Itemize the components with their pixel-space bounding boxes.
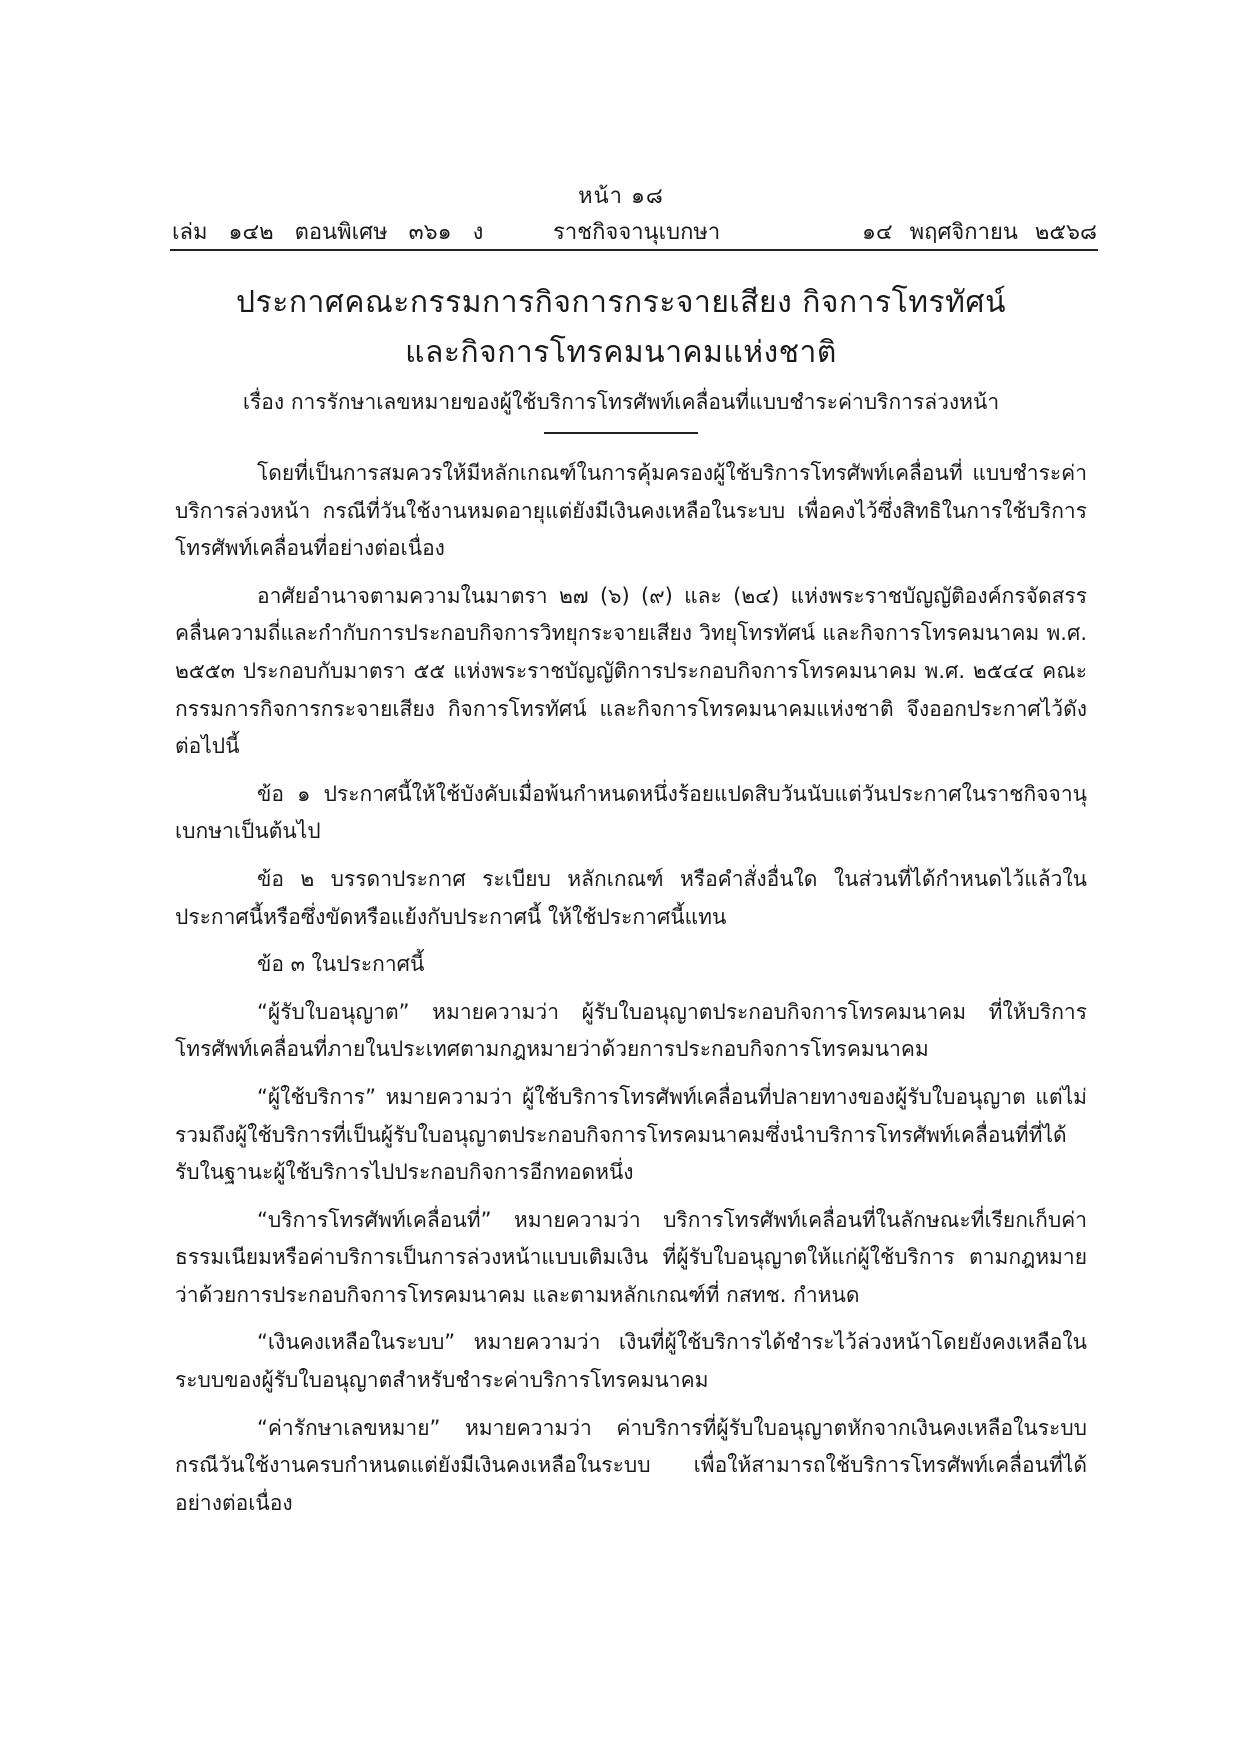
clause-2: ข้อ ๒ บรรดาประกาศ ระเบียบ หลักเกณฑ์ หรือคำสั่งอื่นใด ในส่วนที่ได้กำหนดไว้แล้วในประกาศนี้หรือซึ่งขัดหรือแย้งกับประกาศนี้ ให้ใช้ประกาศนี้แทน: [175, 866, 1087, 929]
page-number: หน้า ๑๘: [578, 184, 664, 209]
gazette-name: ราชกิจจานุเบกษา: [553, 220, 721, 245]
announcement-title: [0, 278, 1242, 422]
volume-issue: เล่ม ๑๔๒ ตอนพิเศษ ๓๖๑ ง: [172, 220, 484, 245]
publication-date: ๑๔ พฤศจิกายน ๒๕๖๘: [862, 220, 1097, 245]
clause-3: ข้อ ๓ ในประกาศนี้: [257, 952, 425, 977]
title-line-1: ประกาศคณะกรรมการกิจการกระจายเสียง กิจการโทรทัศน์: [236, 285, 1006, 320]
preamble-paragraph: โดยที่เป็นการสมควรให้มีหลักเกณฑ์ในการคุ้มครองผู้ใช้บริการโทรศัพท์เคลื่อนที่ แบบชำระค่าบริการล่วงหน้า กรณีที่วันใช้งานหมดอายุแต่ยังมีเงินคงเหลือในระบบ เพื่อคงไว้ซึ่งสิทธิในการใช้บริการโทรศัพท์เคลื่อนที่อย่างต่อเนื่อง: [175, 461, 1087, 561]
title-divider: [544, 432, 698, 434]
authority-paragraph: อาศัยอำนาจตามความในมาตรา ๒๗ (๖) (๙) และ (๒๔) แห่งพระราชบัญญัติองค์กรจัดสรรคลื่นความถี่และกำกับการประกอบกิจการวิทยุกระจายเสียง วิทยุโทรทัศน์ และกิจการโทรคมนาคม พ.ศ. ๒๕๕๓ ประกอบกับมาตรา ๕๕ แห่งพระราชบัญญัติการประกอบกิจการโทรคมนาคม พ.ศ. ๒๕๔๔ คณะกรรมการกิจการกระจายเสียง กิจการโทรทัศน์ และกิจการโทรคมนาคมแห่งชาติ จึงออกประกาศไว้ดังต่อไปนี้: [175, 583, 1087, 759]
subject-line: เรื่อง การรักษาเลขหมายของผู้ใช้บริการโทรศัพท์เคลื่อนที่แบบชำระค่าบริการล่วงหน้า: [242, 390, 1000, 414]
header-divider: [170, 249, 1098, 251]
definition-remaining-balance: “เงินคงเหลือในระบบ” หมายความว่า เงินที่ผู้ใช้บริการได้ชำระไว้ล่วงหน้าโดยยังคงเหลือในระบบของผู้รับใบอนุญาตสำหรับชำระค่าบริการโทรคมนาคม: [175, 1330, 1087, 1393]
gazette-header: [172, 214, 1097, 248]
clause-1: ข้อ ๑ ประกาศนี้ให้ใช้บังคับเมื่อพ้นกำหนดหนึ่งร้อยแปดสิบวันนับแต่วันประกาศในราชกิจจานุเบกษาเป็นต้นไป: [175, 781, 1087, 844]
definition-user: “ผู้ใช้บริการ” หมายความว่า ผู้ใช้บริการโทรศัพท์เคลื่อนที่ปลายทางของผู้รับใบอนุญาต แต่ไม่รวมถึงผู้ใช้บริการที่เป็นผู้รับใบอนุญาตประกอบกิจการโทรคมนาคมซึ่งนำบริการโทรศัพท์เคลื่อนที่ที่ได้รับในฐานะผู้ใช้บริการไปประกอบกิจการอีกทอดหนึ่ง: [175, 1084, 1087, 1185]
announcement-body: [175, 455, 1087, 1522]
definition-mobile-service: “บริการโทรศัพท์เคลื่อนที่” หมายความว่า บริการโทรศัพท์เคลื่อนที่ในลักษณะที่เรียกเก็บค่าธรรมเนียมหรือค่าบริการเป็นการล่วงหน้าแบบเติมเงิน ที่ผู้รับใบอนุญาตให้แก่ผู้ใช้บริการ ตามกฎหมายว่าด้วยการประกอบกิจการโทรคมนาคม และตามหลักเกณฑ์ที่ กสทช. กำหนด: [175, 1207, 1087, 1307]
title-line-2: และกิจการโทรคมนาคมแห่งชาติ: [405, 335, 837, 370]
definition-number-retention-fee: “ค่ารักษาเลขหมาย” หมายความว่า ค่าบริการที่ผู้รับใบอนุญาตหักจากเงินคงเหลือในระบบ กรณีวันใช้งานครบกำหนดแต่ยังมีเงินคงเหลือในระบบ เพื่อให้สามารถใช้บริการโทรศัพท์เคลื่อนที่ได้อย่างต่อเนื่อง: [175, 1415, 1087, 1515]
definition-licensee: “ผู้รับใบอนุญาต” หมายความว่า ผู้รับใบอนุญาตประกอบกิจการโทรคมนาคม ที่ให้บริการโทรศัพท์เคลื่อนที่ภายในประเทศตามกฎหมายว่าด้วยการประกอบกิจการโทรคมนาคม: [175, 999, 1087, 1062]
